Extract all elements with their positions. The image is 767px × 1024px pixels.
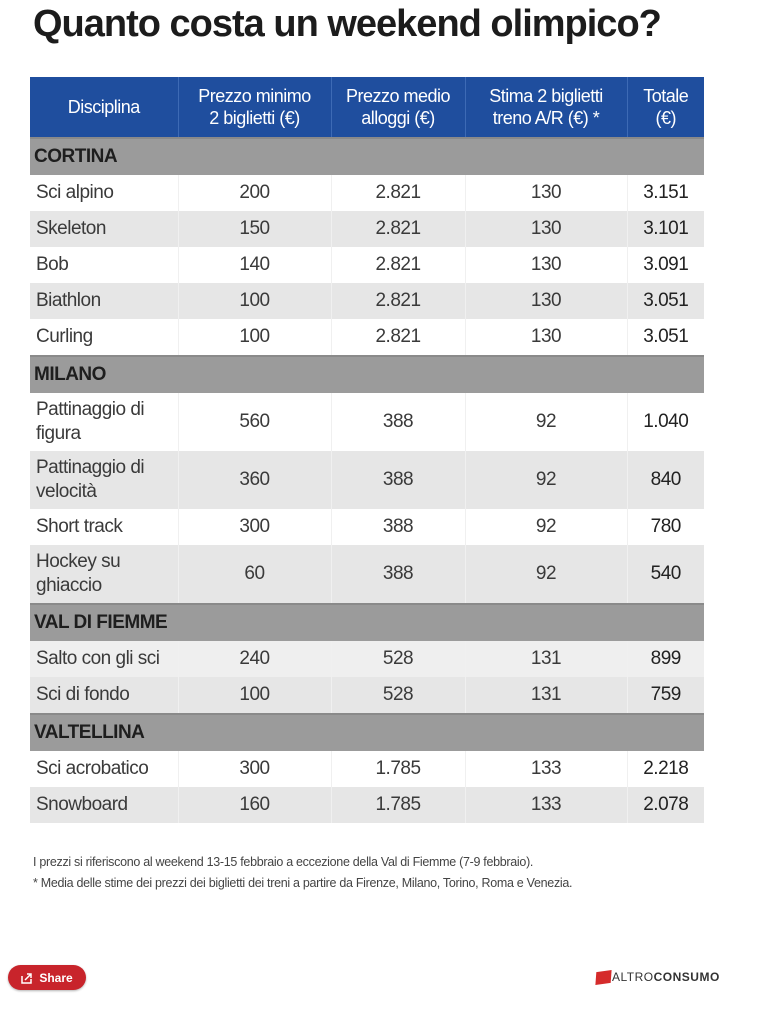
cell-prezzo-biglietti: 100 [178,319,331,356]
cell-totale: 3.151 [627,175,704,211]
cell-treno: 92 [465,451,627,509]
cell-prezzo-biglietti: 560 [178,393,331,451]
cell-prezzo-alloggi: 2.821 [331,319,465,356]
cell-prezzo-alloggi: 1.785 [331,751,465,787]
cell-disciplina: Salto con gli sci [30,641,178,677]
cell-disciplina: Sci alpino [30,175,178,211]
cell-totale: 3.101 [627,211,704,247]
cell-disciplina: Short track [30,509,178,545]
cell-disciplina: Pattinaggio di velocità [30,451,178,509]
cell-prezzo-alloggi: 388 [331,451,465,509]
cell-totale: 540 [627,545,704,604]
cell-totale: 840 [627,451,704,509]
cell-totale: 2.078 [627,787,704,823]
footnotes [33,852,572,894]
cell-prezzo-biglietti: 160 [178,787,331,823]
cell-disciplina: Bob [30,247,178,283]
cell-disciplina: Hockey su ghiaccio [30,545,178,604]
cell-prezzo-biglietti: 60 [178,545,331,604]
table-row [30,393,704,451]
cell-totale: 3.051 [627,283,704,319]
cell-prezzo-biglietti: 300 [178,751,331,787]
cell-treno: 130 [465,283,627,319]
table-header-row [30,77,704,138]
table-row [30,247,704,283]
header-disciplina: Disciplina [30,77,178,138]
cell-prezzo-alloggi: 2.821 [331,175,465,211]
cell-disciplina: Snowboard [30,787,178,823]
table-row [30,319,704,356]
header-prezzo-minimo: Prezzo minimo 2 biglietti (€) [178,77,331,138]
table-row [30,509,704,545]
share-label: Share [39,970,73,985]
table-row [30,451,704,509]
cell-treno: 92 [465,393,627,451]
cell-prezzo-biglietti: 100 [178,677,331,714]
cell-treno: 133 [465,787,627,823]
altroconsumo-logo [596,970,720,984]
cell-prezzo-biglietti: 100 [178,283,331,319]
cell-treno: 133 [465,751,627,787]
cell-treno: 130 [465,319,627,356]
logo-text-altro: ALTRO [612,970,654,984]
cell-treno: 131 [465,677,627,714]
cell-prezzo-alloggi: 388 [331,393,465,451]
footnote-trains: * Media delle stime dei prezzi dei biglietti dei treni a partire da Firenze, Milano, Torino, Roma e Venezia. [33,876,573,890]
footnote-dates: I prezzi si riferiscono al weekend 13-15 febbraio a eccezione della Val di Fiemme (7-9 febbraio). [33,855,534,869]
share-button[interactable] [8,965,86,990]
cell-disciplina: Pattinaggio di figura [30,393,178,451]
cell-prezzo-alloggi: 528 [331,641,465,677]
cell-prezzo-biglietti: 240 [178,641,331,677]
cell-disciplina: Curling [30,319,178,356]
table-body [30,138,704,823]
group-name: MILANO [30,356,704,393]
table-row [30,283,704,319]
cell-prezzo-alloggi: 2.821 [331,283,465,319]
cell-prezzo-biglietti: 300 [178,509,331,545]
table-row [30,787,704,823]
cell-treno: 130 [465,175,627,211]
table-row [30,175,704,211]
cost-table [30,77,704,823]
cell-prezzo-biglietti: 360 [178,451,331,509]
group-name: CORTINA [30,138,704,175]
header-stima-treno: Stima 2 biglietti treno A/R (€) * [465,77,627,138]
header-prezzo-alloggi: Prezzo medio alloggi (€) [331,77,465,138]
cell-prezzo-alloggi: 528 [331,677,465,714]
cell-treno: 92 [465,545,627,604]
cell-totale: 1.040 [627,393,704,451]
cell-prezzo-alloggi: 2.821 [331,211,465,247]
logo-text-consumo: CONSUMO [653,970,720,984]
logo-mark-icon [595,970,611,985]
cell-prezzo-alloggi: 1.785 [331,787,465,823]
cell-disciplina: Skeleton [30,211,178,247]
group-row [30,714,704,751]
group-row [30,138,704,175]
share-icon [21,972,33,984]
cell-totale: 3.091 [627,247,704,283]
cell-prezzo-biglietti: 140 [178,247,331,283]
group-row [30,356,704,393]
cell-treno: 92 [465,509,627,545]
table-row [30,751,704,787]
cell-totale: 780 [627,509,704,545]
cell-treno: 130 [465,211,627,247]
cell-totale: 3.051 [627,319,704,356]
cell-totale: 899 [627,641,704,677]
cell-treno: 131 [465,641,627,677]
cell-prezzo-biglietti: 150 [178,211,331,247]
table-row [30,545,704,604]
cell-prezzo-alloggi: 2.821 [331,247,465,283]
table-row [30,641,704,677]
cell-disciplina: Biathlon [30,283,178,319]
page-title: Quanto costa un weekend olimpico? [33,3,661,45]
table-row [30,677,704,714]
group-name: VALTELLINA [30,714,704,751]
table-row [30,211,704,247]
cell-prezzo-biglietti: 200 [178,175,331,211]
cell-disciplina: Sci di fondo [30,677,178,714]
group-row [30,604,704,641]
cell-prezzo-alloggi: 388 [331,509,465,545]
cell-totale: 2.218 [627,751,704,787]
cell-prezzo-alloggi: 388 [331,545,465,604]
cell-disciplina: Sci acrobatico [30,751,178,787]
cell-treno: 130 [465,247,627,283]
group-name: VAL DI FIEMME [30,604,704,641]
header-totale: Totale (€) [627,77,704,138]
cell-totale: 759 [627,677,704,714]
